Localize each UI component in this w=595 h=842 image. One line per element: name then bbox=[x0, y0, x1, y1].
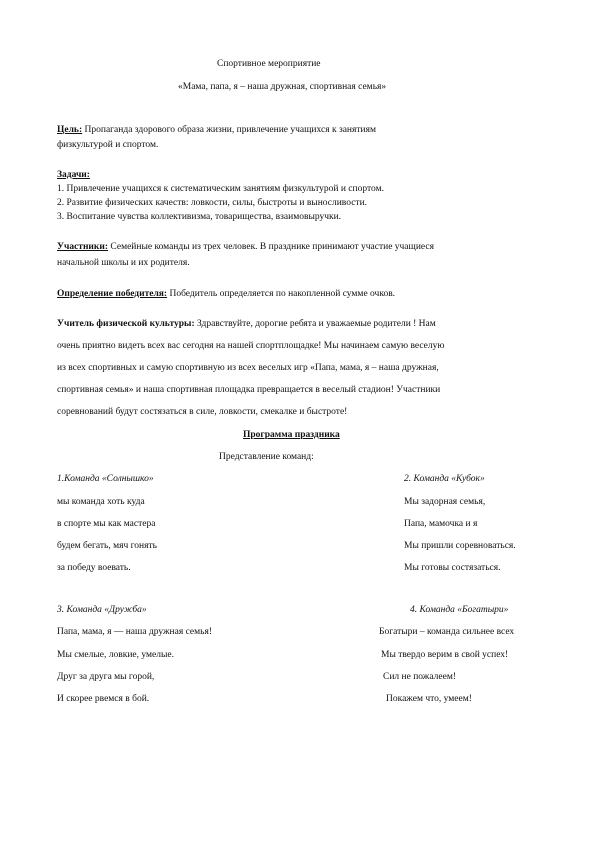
winner-text: Победитель определяется по накопленной сумме очков. bbox=[167, 289, 396, 299]
teacher-line-1 bbox=[57, 318, 436, 330]
team-2-line-1: Мы задорная семья, bbox=[404, 497, 486, 507]
team-4-title: 4. Команда «Богатыри» bbox=[410, 605, 509, 615]
team-4-line-4: Покажем что, умеем! bbox=[386, 694, 472, 704]
participants-label: Участники: bbox=[57, 242, 109, 252]
teacher-label: Учитель физической культуры: bbox=[57, 319, 195, 329]
team-2-line-4: Мы готовы состязаться. bbox=[404, 563, 501, 573]
participants-line-1 bbox=[57, 241, 434, 253]
goal-label: Цель: bbox=[57, 125, 83, 135]
team-4-line-3: Сил не пожалеем! bbox=[383, 672, 457, 682]
winner-label: Определение победителя: bbox=[57, 289, 168, 299]
winner-line bbox=[57, 288, 395, 300]
teacher-text-1: Здравствуйте, дорогие ребята и уважаемые родители ! Нам bbox=[194, 319, 436, 329]
teacher-text-2: очень приятно видеть всех вас сегодня на нашей спортплощадке! Мы начинаем самую веселую bbox=[57, 341, 445, 351]
program-title: Программа праздника bbox=[243, 430, 340, 440]
event-title: «Мама, папа, я – наша дружная, спортивная семья» bbox=[178, 82, 387, 92]
team-2-line-2: Папа, мамочка и я bbox=[404, 519, 478, 529]
team-3-line-1: Папа, мама, я — наша дружная семья! bbox=[57, 627, 213, 637]
team-3-line-4: И скорее рвемся в бой. bbox=[57, 694, 150, 704]
team-2-title: 2. Команда «Кубок» bbox=[404, 474, 485, 484]
team-1-title: 1.Команда «Солнышко» bbox=[57, 474, 154, 484]
teacher-text-3: из всех спортивных и самую спортивную из всех веселых игр «Папа, мама, я – наша дружная, bbox=[57, 363, 439, 373]
team-4-line-1: Богатыри – команда сильнее всех bbox=[379, 627, 515, 637]
goal-line-1 bbox=[57, 124, 376, 136]
tasks-label: Задачи: bbox=[57, 170, 90, 180]
teacher-text-4: спортивная семья» и наша спортивная площадка превращается в веселый стадион! Участники bbox=[57, 385, 441, 395]
goal-text-1: Пропаганда здорового образа жизни, привлечение учащихся к занятиям bbox=[82, 125, 376, 135]
participants-text-2: начальной школы и их родителя. bbox=[57, 258, 190, 268]
task-item-1: 1. Привлечение учащихся к систематическим занятиям физкультурой и спортом. bbox=[57, 184, 384, 194]
team-2-line-3: Мы пришли соревноваться. bbox=[404, 541, 516, 551]
task-item-3: 3. Воспитание чувства коллективизма, товарищества, взаимовыручки. bbox=[57, 212, 342, 222]
participants-text-1: Семейные команды из трех человек. В празднике принимают участие учащиеся bbox=[108, 242, 434, 252]
team-4-line-2: Мы твердо верим в свой успех! bbox=[381, 650, 509, 660]
team-1-line-2: в спорте мы как мастера bbox=[57, 519, 156, 529]
team-1-line-3: будем бегать, мяч гонять bbox=[57, 541, 157, 551]
teacher-text-5: соревнований будут состязаться в силе, ловкости, смекалке и быстроте! bbox=[57, 407, 348, 417]
task-item-2: 2. Развитие физических качеств: ловкости, силы, быстроты и выносливости. bbox=[57, 198, 368, 208]
goal-text-2: физкультурой и спортом. bbox=[57, 140, 159, 150]
program-subtitle: Представление команд: bbox=[219, 452, 314, 462]
team-1-line-4: за победу воевать. bbox=[57, 563, 131, 573]
team-3-line-2: Мы смелые, ловкие, умелые. bbox=[57, 650, 174, 660]
team-1-line-1: мы команда хоть куда bbox=[57, 497, 145, 507]
team-3-line-3: Друг за друга мы горой, bbox=[57, 672, 155, 682]
event-type: Спортивное мероприятие bbox=[217, 59, 321, 69]
team-3-title: 3. Команда «Дружба» bbox=[57, 605, 147, 615]
